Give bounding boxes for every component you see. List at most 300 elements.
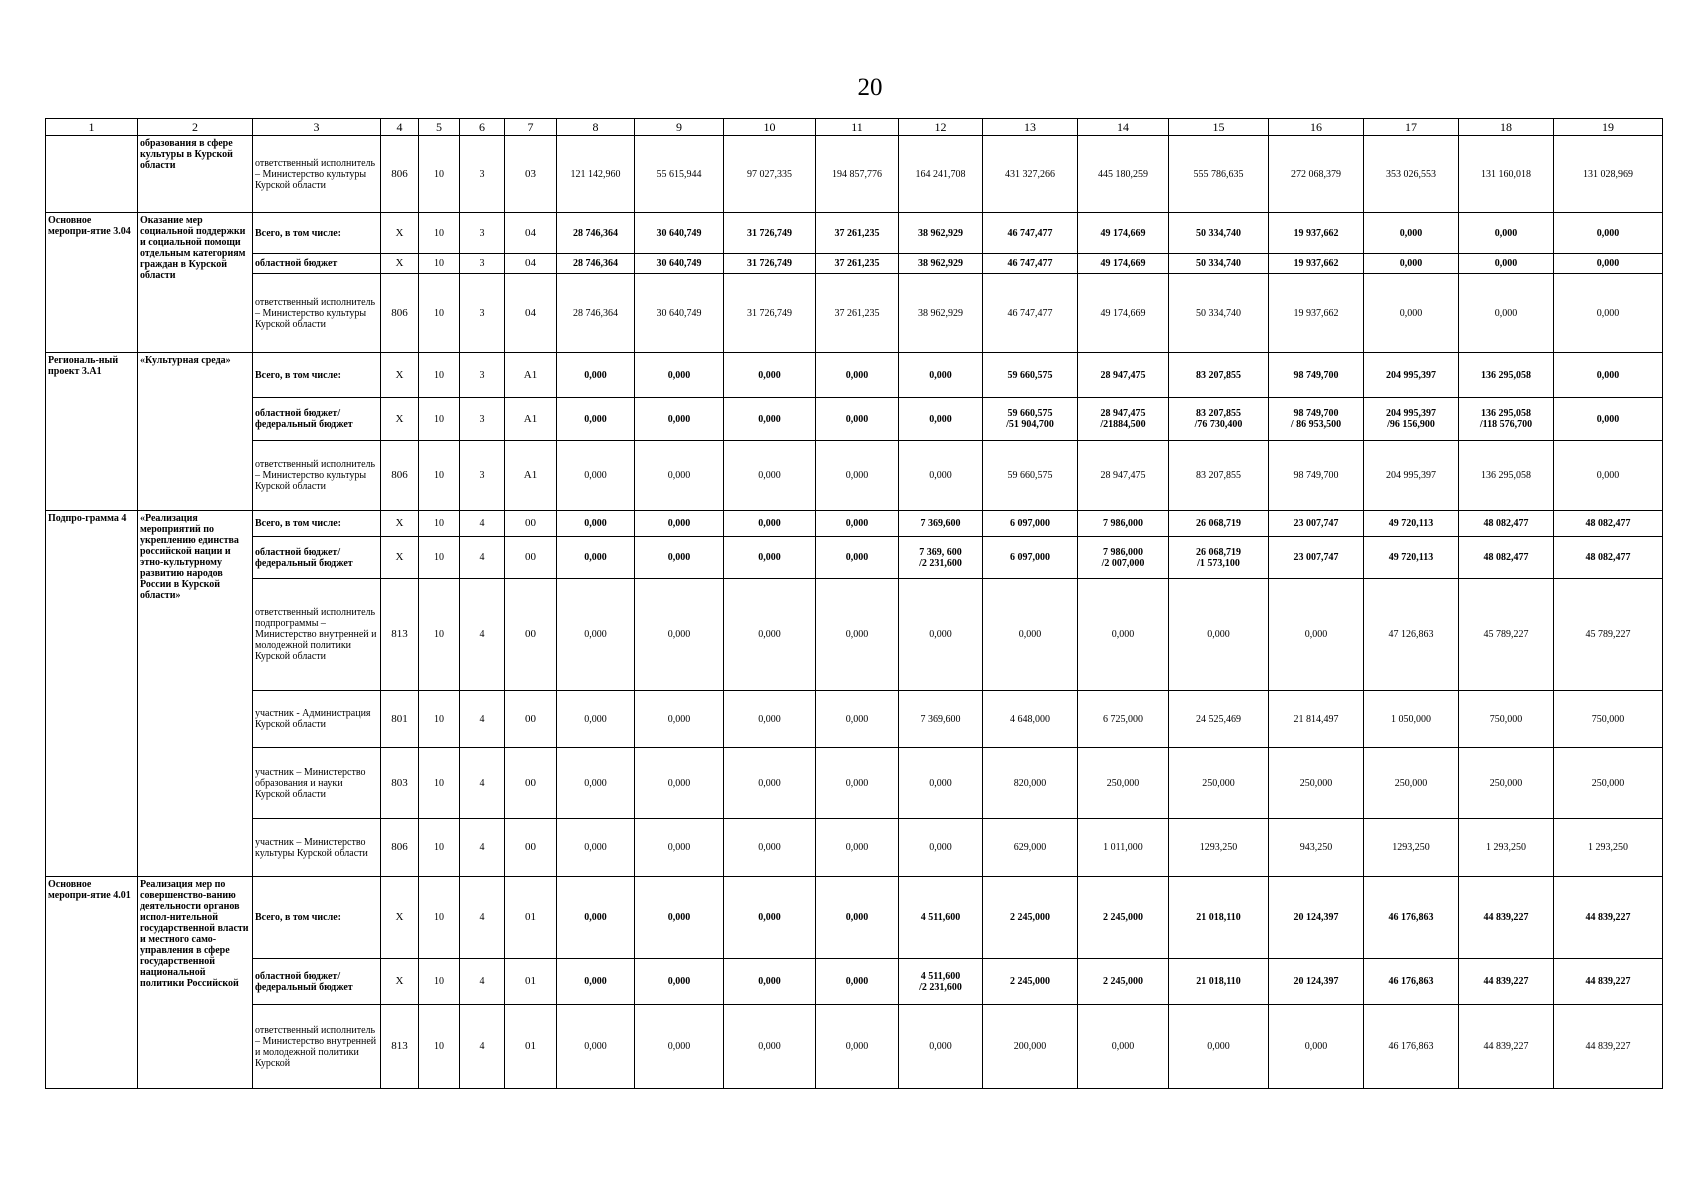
table-row bbox=[46, 877, 1663, 959]
column-number-cell: 8 bbox=[557, 119, 635, 136]
amount-cell: 37 261,235 bbox=[816, 213, 899, 254]
column-number-cell: 6 bbox=[460, 119, 505, 136]
table-row bbox=[46, 537, 1663, 579]
amount-cell: 0,000 bbox=[557, 819, 635, 877]
amount-cell: 30 640,749 bbox=[635, 274, 724, 353]
amount-cell: 0,000 bbox=[899, 353, 983, 398]
budget-code-cell: 04 bbox=[505, 254, 557, 274]
amount-cell: 0,000 bbox=[557, 579, 635, 691]
column-number-cell: 14 bbox=[1078, 119, 1169, 136]
budget-code-cell: X bbox=[381, 213, 419, 254]
amount-cell: 48 082,477 bbox=[1554, 537, 1663, 579]
amount-cell: 23 007,747 bbox=[1269, 511, 1364, 537]
amount-cell: 46 747,477 bbox=[983, 254, 1078, 274]
amount-cell: 31 726,749 bbox=[724, 213, 816, 254]
amount-cell: 47 126,863 bbox=[1364, 579, 1459, 691]
amount-cell: 38 962,929 bbox=[899, 254, 983, 274]
page-number: 20 bbox=[857, 74, 883, 101]
amount-cell: 943,250 bbox=[1269, 819, 1364, 877]
budget-code-cell: 04 bbox=[505, 213, 557, 254]
budget-code-cell: А1 bbox=[505, 398, 557, 441]
amount-cell: 4 511,600 /2 231,600 bbox=[899, 959, 983, 1005]
column-number-cell: 19 bbox=[1554, 119, 1663, 136]
budget-code-cell: 806 bbox=[381, 441, 419, 511]
amount-cell: 0,000 bbox=[557, 959, 635, 1005]
amount-cell: 45 789,227 bbox=[1554, 579, 1663, 691]
executor-cell: ответственный исполнитель – Министерство культуры Курской области bbox=[253, 274, 381, 353]
amount-cell: 0,000 bbox=[899, 441, 983, 511]
amount-cell: 0,000 bbox=[1459, 213, 1554, 254]
amount-cell: 353 026,553 bbox=[1364, 136, 1459, 213]
amount-cell: 0,000 bbox=[635, 353, 724, 398]
amount-cell: 1 050,000 bbox=[1364, 691, 1459, 748]
amount-cell: 0,000 bbox=[1554, 213, 1663, 254]
table-row bbox=[46, 274, 1663, 353]
amount-cell: 0,000 bbox=[635, 877, 724, 959]
amount-cell: 200,000 bbox=[983, 1005, 1078, 1089]
column-number-cell: 9 bbox=[635, 119, 724, 136]
amount-cell: 44 839,227 bbox=[1459, 959, 1554, 1005]
amount-cell: 49 174,669 bbox=[1078, 213, 1169, 254]
amount-cell: 98 749,700 bbox=[1269, 353, 1364, 398]
amount-cell: 21 814,497 bbox=[1269, 691, 1364, 748]
amount-cell: 0,000 bbox=[816, 441, 899, 511]
amount-cell: 0,000 bbox=[724, 398, 816, 441]
amount-cell: 0,000 bbox=[557, 748, 635, 819]
amount-cell: 97 027,335 bbox=[724, 136, 816, 213]
amount-cell: 50 334,740 bbox=[1169, 274, 1269, 353]
amount-cell: 131 160,018 bbox=[1459, 136, 1554, 213]
table-row bbox=[46, 441, 1663, 511]
amount-cell: 98 749,700 bbox=[1269, 441, 1364, 511]
amount-cell: 0,000 bbox=[899, 579, 983, 691]
budget-code-cell: 10 bbox=[419, 398, 460, 441]
amount-cell: 121 142,960 bbox=[557, 136, 635, 213]
amount-cell: 0,000 bbox=[816, 353, 899, 398]
amount-cell: 0,000 bbox=[557, 441, 635, 511]
amount-cell: 0,000 bbox=[1364, 274, 1459, 353]
program-status-cell bbox=[46, 136, 138, 213]
program-status-cell: Региональ-ный проект 3.А1 bbox=[46, 353, 138, 511]
amount-cell: 48 082,477 bbox=[1459, 537, 1554, 579]
budget-code-cell: 4 bbox=[460, 877, 505, 959]
budget-code-cell: 10 bbox=[419, 959, 460, 1005]
column-number-cell: 1 bbox=[46, 119, 138, 136]
amount-cell: 204 995,397 bbox=[1364, 353, 1459, 398]
amount-cell: 19 937,662 bbox=[1269, 274, 1364, 353]
amount-cell: 0,000 bbox=[557, 691, 635, 748]
amount-cell: 0,000 bbox=[816, 537, 899, 579]
amount-cell: 0,000 bbox=[899, 748, 983, 819]
table-row bbox=[46, 353, 1663, 398]
table-row bbox=[46, 748, 1663, 819]
amount-cell: 49 174,669 bbox=[1078, 254, 1169, 274]
amount-cell: 46 747,477 bbox=[983, 274, 1078, 353]
executor-cell: ответственный исполнитель – Министерство культуры Курской области bbox=[253, 441, 381, 511]
budget-code-cell: 00 bbox=[505, 819, 557, 877]
executor-cell: ответственный исполнитель подпрограммы – Министерство внутренней и молодежной политики Курской области bbox=[253, 579, 381, 691]
amount-cell: 0,000 bbox=[557, 398, 635, 441]
amount-cell: 28 947,475 /21884,500 bbox=[1078, 398, 1169, 441]
amount-cell: 83 207,855 bbox=[1169, 441, 1269, 511]
amount-cell: 49 174,669 bbox=[1078, 274, 1169, 353]
amount-cell: 4 648,000 bbox=[983, 691, 1078, 748]
program-status-cell: Основное меропри-ятие 3.04 bbox=[46, 213, 138, 353]
budget-code-cell: X bbox=[381, 254, 419, 274]
budget-code-cell: 801 bbox=[381, 691, 419, 748]
budget-code-cell: 3 bbox=[460, 274, 505, 353]
amount-cell: 6 097,000 bbox=[983, 537, 1078, 579]
amount-cell: 0,000 bbox=[724, 1005, 816, 1089]
amount-cell: 38 962,929 bbox=[899, 213, 983, 254]
amount-cell: 46 747,477 bbox=[983, 213, 1078, 254]
budget-code-cell: 3 bbox=[460, 353, 505, 398]
amount-cell: 629,000 bbox=[983, 819, 1078, 877]
amount-cell: 0,000 bbox=[724, 441, 816, 511]
amount-cell: 194 857,776 bbox=[816, 136, 899, 213]
amount-cell: 0,000 bbox=[983, 579, 1078, 691]
amount-cell: 2 245,000 bbox=[1078, 959, 1169, 1005]
budget-code-cell: 10 bbox=[419, 441, 460, 511]
budget-code-cell: 3 bbox=[460, 213, 505, 254]
amount-cell: 28 746,364 bbox=[557, 254, 635, 274]
amount-cell: 38 962,929 bbox=[899, 274, 983, 353]
table-row bbox=[46, 254, 1663, 274]
budget-code-cell: 4 bbox=[460, 959, 505, 1005]
budget-code-cell: 01 bbox=[505, 877, 557, 959]
budget-code-cell: 3 bbox=[460, 441, 505, 511]
amount-cell: 0,000 bbox=[1554, 254, 1663, 274]
budget-code-cell: 10 bbox=[419, 353, 460, 398]
amount-cell: 20 124,397 bbox=[1269, 959, 1364, 1005]
amount-cell: 250,000 bbox=[1554, 748, 1663, 819]
budget-code-cell: 00 bbox=[505, 537, 557, 579]
budget-code-cell: 10 bbox=[419, 136, 460, 213]
budget-code-cell: X bbox=[381, 511, 419, 537]
executor-cell: участник – Министерство образования и науки Курской области bbox=[253, 748, 381, 819]
budget-code-cell: 4 bbox=[460, 1005, 505, 1089]
budget-code-cell: 3 bbox=[460, 398, 505, 441]
column-number-cell: 15 bbox=[1169, 119, 1269, 136]
amount-cell: 21 018,110 bbox=[1169, 877, 1269, 959]
budget-code-cell: 10 bbox=[419, 819, 460, 877]
amount-cell: 0,000 bbox=[816, 691, 899, 748]
amount-cell: 0,000 bbox=[724, 579, 816, 691]
amount-cell: 31 726,749 bbox=[724, 274, 816, 353]
budget-code-cell: 10 bbox=[419, 213, 460, 254]
amount-cell: 0,000 bbox=[899, 1005, 983, 1089]
budget-code-cell: А1 bbox=[505, 441, 557, 511]
amount-cell: 0,000 bbox=[557, 1005, 635, 1089]
amount-cell: 0,000 bbox=[816, 959, 899, 1005]
budget-code-cell: 10 bbox=[419, 579, 460, 691]
amount-cell: 445 180,259 bbox=[1078, 136, 1169, 213]
amount-cell: 55 615,944 bbox=[635, 136, 724, 213]
amount-cell: 750,000 bbox=[1459, 691, 1554, 748]
amount-cell: 7 369, 600 /2 231,600 bbox=[899, 537, 983, 579]
amount-cell: 0,000 bbox=[1078, 1005, 1169, 1089]
amount-cell: 164 241,708 bbox=[899, 136, 983, 213]
executor-cell: Всего, в том числе: bbox=[253, 353, 381, 398]
table-row bbox=[46, 1005, 1663, 1089]
column-number-header-row bbox=[46, 119, 1663, 136]
amount-cell: 28 947,475 bbox=[1078, 353, 1169, 398]
amount-cell: 136 295,058 bbox=[1459, 441, 1554, 511]
amount-cell: 0,000 bbox=[724, 511, 816, 537]
amount-cell: 820,000 bbox=[983, 748, 1078, 819]
budget-code-cell: 10 bbox=[419, 274, 460, 353]
amount-cell: 28 746,364 bbox=[557, 274, 635, 353]
budget-code-cell: 10 bbox=[419, 877, 460, 959]
budget-code-cell: 4 bbox=[460, 691, 505, 748]
amount-cell: 1 011,000 bbox=[1078, 819, 1169, 877]
budget-code-cell: 806 bbox=[381, 274, 419, 353]
amount-cell: 0,000 bbox=[1364, 254, 1459, 274]
amount-cell: 250,000 bbox=[1078, 748, 1169, 819]
amount-cell: 31 726,749 bbox=[724, 254, 816, 274]
amount-cell: 250,000 bbox=[1364, 748, 1459, 819]
amount-cell: 0,000 bbox=[635, 511, 724, 537]
column-number-cell: 17 bbox=[1364, 119, 1459, 136]
amount-cell: 59 660,575 bbox=[983, 353, 1078, 398]
budget-code-cell: 10 bbox=[419, 691, 460, 748]
amount-cell: 0,000 bbox=[724, 959, 816, 1005]
amount-cell: 131 028,969 bbox=[1554, 136, 1663, 213]
column-number-cell: 10 bbox=[724, 119, 816, 136]
budget-code-cell: 3 bbox=[460, 136, 505, 213]
amount-cell: 0,000 bbox=[635, 959, 724, 1005]
budget-code-cell: 04 bbox=[505, 274, 557, 353]
amount-cell: 30 640,749 bbox=[635, 254, 724, 274]
amount-cell: 2 245,000 bbox=[1078, 877, 1169, 959]
program-status-cell: Подпро-грамма 4 bbox=[46, 511, 138, 877]
budget-code-cell: 10 bbox=[419, 537, 460, 579]
table-row bbox=[46, 691, 1663, 748]
amount-cell: 0,000 bbox=[1554, 398, 1663, 441]
amount-cell: 250,000 bbox=[1169, 748, 1269, 819]
program-name-cell: «Реализация мероприятий по укреплению единства российской нации и этно-культурному развитию народов России в Курской области» bbox=[138, 511, 253, 877]
amount-cell: 0,000 bbox=[635, 441, 724, 511]
amount-cell: 0,000 bbox=[816, 579, 899, 691]
amount-cell: 0,000 bbox=[816, 819, 899, 877]
amount-cell: 23 007,747 bbox=[1269, 537, 1364, 579]
column-number-cell: 2 bbox=[138, 119, 253, 136]
amount-cell: 48 082,477 bbox=[1554, 511, 1663, 537]
amount-cell: 0,000 bbox=[635, 691, 724, 748]
executor-cell: Всего, в том числе: bbox=[253, 511, 381, 537]
amount-cell: 44 839,227 bbox=[1459, 877, 1554, 959]
column-number-cell: 18 bbox=[1459, 119, 1554, 136]
amount-cell: 136 295,058 /118 576,700 bbox=[1459, 398, 1554, 441]
budget-code-cell: 10 bbox=[419, 1005, 460, 1089]
amount-cell: 0,000 bbox=[724, 353, 816, 398]
amount-cell: 0,000 bbox=[1554, 441, 1663, 511]
column-number-cell: 11 bbox=[816, 119, 899, 136]
column-number-cell: 7 bbox=[505, 119, 557, 136]
amount-cell: 49 720,113 bbox=[1364, 511, 1459, 537]
amount-cell: 0,000 bbox=[724, 877, 816, 959]
table-row bbox=[46, 398, 1663, 441]
amount-cell: 0,000 bbox=[1169, 1005, 1269, 1089]
amount-cell: 44 839,227 bbox=[1554, 877, 1663, 959]
amount-cell: 0,000 bbox=[724, 748, 816, 819]
amount-cell: 431 327,266 bbox=[983, 136, 1078, 213]
budget-code-cell: 803 bbox=[381, 748, 419, 819]
budget-code-cell: 813 bbox=[381, 579, 419, 691]
budget-code-cell: 10 bbox=[419, 511, 460, 537]
budget-code-cell: 4 bbox=[460, 511, 505, 537]
budget-code-cell: 01 bbox=[505, 959, 557, 1005]
amount-cell: 0,000 bbox=[1169, 579, 1269, 691]
amount-cell: 50 334,740 bbox=[1169, 213, 1269, 254]
budget-table bbox=[45, 118, 1663, 1089]
amount-cell: 24 525,469 bbox=[1169, 691, 1269, 748]
budget-code-cell: 03 bbox=[505, 136, 557, 213]
executor-cell: областной бюджет/ федеральный бюджет bbox=[253, 537, 381, 579]
amount-cell: 59 660,575 /51 904,700 bbox=[983, 398, 1078, 441]
budget-code-cell: 4 bbox=[460, 819, 505, 877]
program-name-cell: Реализация мер по совершенство-ванию деятельности органов испол-нительной государственной власти и местного само-управления в сфере государственной национальной политики Российской bbox=[138, 877, 253, 1089]
column-number-cell: 16 bbox=[1269, 119, 1364, 136]
amount-cell: 204 995,397 bbox=[1364, 441, 1459, 511]
budget-code-cell: 806 bbox=[381, 136, 419, 213]
budget-table-container bbox=[45, 118, 1663, 1089]
amount-cell: 48 082,477 bbox=[1459, 511, 1554, 537]
amount-cell: 0,000 bbox=[816, 398, 899, 441]
amount-cell: 7 369,600 bbox=[899, 691, 983, 748]
amount-cell: 4 511,600 bbox=[899, 877, 983, 959]
table-row bbox=[46, 213, 1663, 254]
amount-cell: 2 245,000 bbox=[983, 877, 1078, 959]
amount-cell: 2 245,000 bbox=[983, 959, 1078, 1005]
amount-cell: 0,000 bbox=[899, 819, 983, 877]
amount-cell: 0,000 bbox=[1459, 254, 1554, 274]
program-name-cell: Оказание мер социальной поддержки и социальной помощи отдельным категориям граждан в Курской области bbox=[138, 213, 253, 353]
amount-cell: 0,000 bbox=[635, 579, 724, 691]
amount-cell: 7 369,600 bbox=[899, 511, 983, 537]
amount-cell: 20 124,397 bbox=[1269, 877, 1364, 959]
amount-cell: 555 786,635 bbox=[1169, 136, 1269, 213]
budget-code-cell: 00 bbox=[505, 691, 557, 748]
budget-code-cell: X bbox=[381, 398, 419, 441]
budget-code-cell: 00 bbox=[505, 579, 557, 691]
program-status-cell: Основное меропри-ятие 4.01 bbox=[46, 877, 138, 1089]
executor-cell: Всего, в том числе: bbox=[253, 213, 381, 254]
column-number-cell: 13 bbox=[983, 119, 1078, 136]
executor-cell: ответственный исполнитель – Министерство внутренней и молодежной политики Курской bbox=[253, 1005, 381, 1089]
amount-cell: 0,000 bbox=[635, 748, 724, 819]
budget-code-cell: 01 bbox=[505, 1005, 557, 1089]
column-number-cell: 12 bbox=[899, 119, 983, 136]
budget-code-cell: X bbox=[381, 877, 419, 959]
amount-cell: 250,000 bbox=[1459, 748, 1554, 819]
amount-cell: 30 640,749 bbox=[635, 213, 724, 254]
amount-cell: 0,000 bbox=[557, 877, 635, 959]
amount-cell: 7 986,000 bbox=[1078, 511, 1169, 537]
amount-cell: 49 720,113 bbox=[1364, 537, 1459, 579]
amount-cell: 0,000 bbox=[557, 537, 635, 579]
amount-cell: 44 839,227 bbox=[1554, 959, 1663, 1005]
amount-cell: 1 293,250 bbox=[1459, 819, 1554, 877]
budget-code-cell: 4 bbox=[460, 537, 505, 579]
amount-cell: 0,000 bbox=[635, 398, 724, 441]
budget-code-cell: 3 bbox=[460, 254, 505, 274]
amount-cell: 0,000 bbox=[724, 537, 816, 579]
table-row bbox=[46, 819, 1663, 877]
amount-cell: 0,000 bbox=[816, 877, 899, 959]
amount-cell: 0,000 bbox=[816, 511, 899, 537]
amount-cell: 1293,250 bbox=[1364, 819, 1459, 877]
amount-cell: 0,000 bbox=[635, 1005, 724, 1089]
amount-cell: 0,000 bbox=[1554, 274, 1663, 353]
budget-code-cell: 10 bbox=[419, 748, 460, 819]
amount-cell: 37 261,235 bbox=[816, 274, 899, 353]
amount-cell: 0,000 bbox=[1269, 1005, 1364, 1089]
budget-code-cell: 4 bbox=[460, 579, 505, 691]
amount-cell: 750,000 bbox=[1554, 691, 1663, 748]
amount-cell: 28 947,475 bbox=[1078, 441, 1169, 511]
budget-code-cell: 813 bbox=[381, 1005, 419, 1089]
amount-cell: 0,000 bbox=[1269, 579, 1364, 691]
amount-cell: 0,000 bbox=[816, 748, 899, 819]
column-number-cell: 5 bbox=[419, 119, 460, 136]
amount-cell: 204 995,397 /96 156,900 bbox=[1364, 398, 1459, 441]
amount-cell: 83 207,855 /76 730,400 bbox=[1169, 398, 1269, 441]
budget-code-cell: 00 bbox=[505, 511, 557, 537]
budget-code-cell: X bbox=[381, 353, 419, 398]
amount-cell: 83 207,855 bbox=[1169, 353, 1269, 398]
amount-cell: 26 068,719 bbox=[1169, 511, 1269, 537]
budget-code-cell: 00 bbox=[505, 748, 557, 819]
amount-cell: 0,000 bbox=[1078, 579, 1169, 691]
amount-cell: 59 660,575 bbox=[983, 441, 1078, 511]
amount-cell: 0,000 bbox=[816, 1005, 899, 1089]
program-name-cell: «Культурная среда» bbox=[138, 353, 253, 511]
amount-cell: 6 725,000 bbox=[1078, 691, 1169, 748]
executor-cell: областной бюджет/ федеральный бюджет bbox=[253, 959, 381, 1005]
amount-cell: 46 176,863 bbox=[1364, 959, 1459, 1005]
amount-cell: 28 746,364 bbox=[557, 213, 635, 254]
amount-cell: 0,000 bbox=[557, 511, 635, 537]
budget-code-cell: А1 bbox=[505, 353, 557, 398]
table-row bbox=[46, 136, 1663, 213]
amount-cell: 272 068,379 bbox=[1269, 136, 1364, 213]
amount-cell: 37 261,235 bbox=[816, 254, 899, 274]
amount-cell: 46 176,863 bbox=[1364, 1005, 1459, 1089]
amount-cell: 6 097,000 bbox=[983, 511, 1078, 537]
budget-code-cell: X bbox=[381, 537, 419, 579]
amount-cell: 0,000 bbox=[1364, 213, 1459, 254]
amount-cell: 19 937,662 bbox=[1269, 254, 1364, 274]
amount-cell: 0,000 bbox=[724, 819, 816, 877]
amount-cell: 26 068,719 /1 573,100 bbox=[1169, 537, 1269, 579]
amount-cell: 0,000 bbox=[1554, 353, 1663, 398]
amount-cell: 50 334,740 bbox=[1169, 254, 1269, 274]
amount-cell: 45 789,227 bbox=[1459, 579, 1554, 691]
budget-code-cell: X bbox=[381, 959, 419, 1005]
executor-cell: областной бюджет bbox=[253, 254, 381, 274]
amount-cell: 19 937,662 bbox=[1269, 213, 1364, 254]
amount-cell: 0,000 bbox=[1459, 274, 1554, 353]
amount-cell: 46 176,863 bbox=[1364, 877, 1459, 959]
executor-cell: Всего, в том числе: bbox=[253, 877, 381, 959]
amount-cell: 98 749,700 / 86 953,500 bbox=[1269, 398, 1364, 441]
amount-cell: 21 018,110 bbox=[1169, 959, 1269, 1005]
table-row bbox=[46, 959, 1663, 1005]
amount-cell: 0,000 bbox=[724, 691, 816, 748]
budget-code-cell: 4 bbox=[460, 748, 505, 819]
amount-cell: 1293,250 bbox=[1169, 819, 1269, 877]
